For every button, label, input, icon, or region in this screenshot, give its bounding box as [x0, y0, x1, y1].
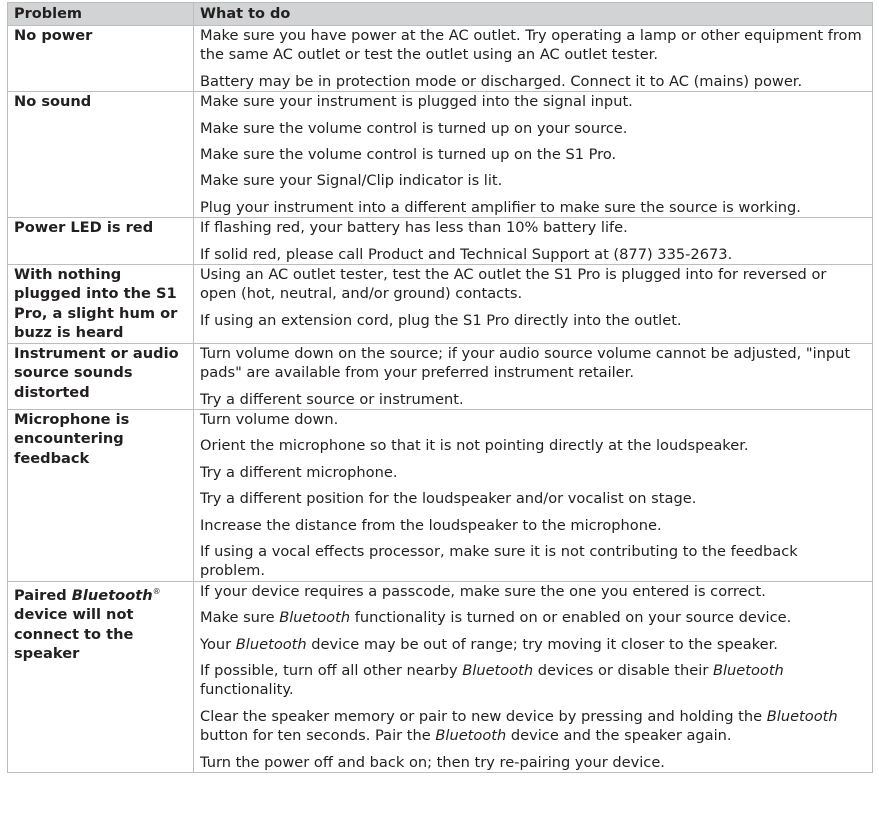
action-text: devices or disable their	[533, 661, 713, 679]
action-item: Make sure your instrument is plugged into the signal input.	[200, 93, 633, 111]
action-item: Make sure you have power at the AC outlet. Try operating a lamp or other equipment from the same AC outlet or test the outlet using an AC outlet tester.	[200, 27, 862, 64]
action-item: Orient the microphone so that it is not pointing directly at the loudspeaker.	[200, 437, 749, 455]
actions-cell	[194, 218, 873, 265]
actions-cell	[194, 343, 873, 409]
registered-mark: ®	[152, 586, 161, 596]
actions-cell	[194, 265, 873, 344]
action-text: If possible, turn off all other nearby	[200, 661, 463, 679]
action-item: If solid red, please call Product and Technical Support at (877) 335-2673.	[200, 245, 733, 263]
action-text: device and the speaker again.	[506, 727, 732, 745]
action-text-italic: Bluetooth	[235, 635, 307, 653]
action-text-italic: Bluetooth	[435, 727, 507, 745]
table-row	[8, 265, 873, 344]
action-text-italic: Bluetooth	[462, 661, 534, 679]
action-text: Make sure	[200, 609, 280, 627]
problem-text: Paired	[14, 586, 72, 604]
action-item: If using a vocal effects processor, make sure it is not contributing to the feedback problem.	[200, 542, 798, 580]
action-item: Try a different position for the loudspeaker and/or vocalist on stage.	[200, 490, 697, 508]
problem-cell: No sound	[8, 92, 194, 218]
action-item: Turn volume down on the source; if your audio source volume cannot be adjusted, "input pads" are available from your preferred instrument retailer.	[200, 344, 851, 382]
action-item: Make sure the volume control is turned up on your source.	[200, 119, 628, 137]
action-item	[200, 608, 866, 627]
action-text: Clear the speaker memory or pair to new device by pressing and holding the	[200, 707, 767, 725]
action-item	[200, 661, 866, 700]
problem-cell	[8, 581, 194, 772]
problem-cell: Microphone is encountering feedback	[8, 409, 194, 581]
problem-cell: Instrument or audio source sounds distorted	[8, 343, 194, 409]
table-row	[8, 26, 873, 92]
problem-text: device will not connect to the speaker	[14, 606, 134, 662]
problem-cell: With nothing plugged into the S1 Pro, a slight hum or buzz is heard	[8, 265, 194, 344]
problem-cell: No power	[8, 26, 194, 92]
actions-cell	[194, 409, 873, 581]
action-item: Try a different microphone.	[200, 463, 398, 481]
table-row	[8, 581, 873, 772]
problem-text-italic: Bluetooth	[71, 586, 153, 604]
troubleshooting-table	[7, 2, 873, 773]
action-text-italic: Bluetooth	[712, 661, 784, 679]
actions-cell	[194, 92, 873, 218]
action-item	[200, 753, 866, 772]
actions-cell	[194, 581, 873, 772]
action-item: Make sure the volume control is turned up on the S1 Pro.	[200, 146, 617, 164]
table-row	[8, 409, 873, 581]
table-row	[8, 92, 873, 218]
action-item	[200, 707, 866, 746]
action-item: Increase the distance from the loudspeaker to the microphone.	[200, 516, 662, 534]
header-what-to-do: What to do	[194, 3, 873, 26]
action-text: functionality is turned on or enabled on your source device.	[350, 609, 792, 627]
action-item	[200, 582, 866, 601]
action-text-italic: Bluetooth	[279, 609, 351, 627]
action-item: If using an extension cord, plug the S1 Pro directly into the outlet.	[200, 311, 682, 329]
action-item: If flashing red, your battery has less than 10% battery life.	[200, 219, 628, 237]
action-text-italic: Bluetooth	[766, 707, 838, 725]
action-item	[200, 635, 866, 654]
problem-cell: Power LED is red	[8, 218, 194, 265]
action-item: Try a different source or instrument.	[200, 390, 464, 408]
action-text: device may be out of range; try moving it closer to the speaker.	[306, 635, 778, 653]
action-item: Make sure your Signal/Clip indicator is lit.	[200, 172, 503, 190]
action-item: Using an AC outlet tester, test the AC outlet the S1 Pro is plugged into for reversed or open (hot, neutral, and/or ground) contacts.	[200, 266, 827, 303]
table-row	[8, 343, 873, 409]
action-text: functionality.	[200, 681, 294, 699]
header-problem: Problem	[8, 3, 194, 26]
action-text: button for ten seconds. Pair the	[200, 727, 436, 745]
table-row	[8, 218, 873, 265]
action-item: Plug your instrument into a different amplifier to make sure the source is working.	[200, 198, 801, 216]
header-row	[8, 3, 873, 26]
action-text: Your	[200, 635, 236, 653]
action-text: If your device requires a passcode, make sure the one you entered is correct.	[200, 582, 766, 600]
action-item: Battery may be in protection mode or discharged. Connect it to AC (mains) power.	[200, 72, 803, 90]
actions-cell	[194, 26, 873, 92]
action-text: Turn the power off and back on; then try re-pairing your device.	[200, 753, 665, 771]
action-item: Turn volume down.	[200, 410, 339, 428]
